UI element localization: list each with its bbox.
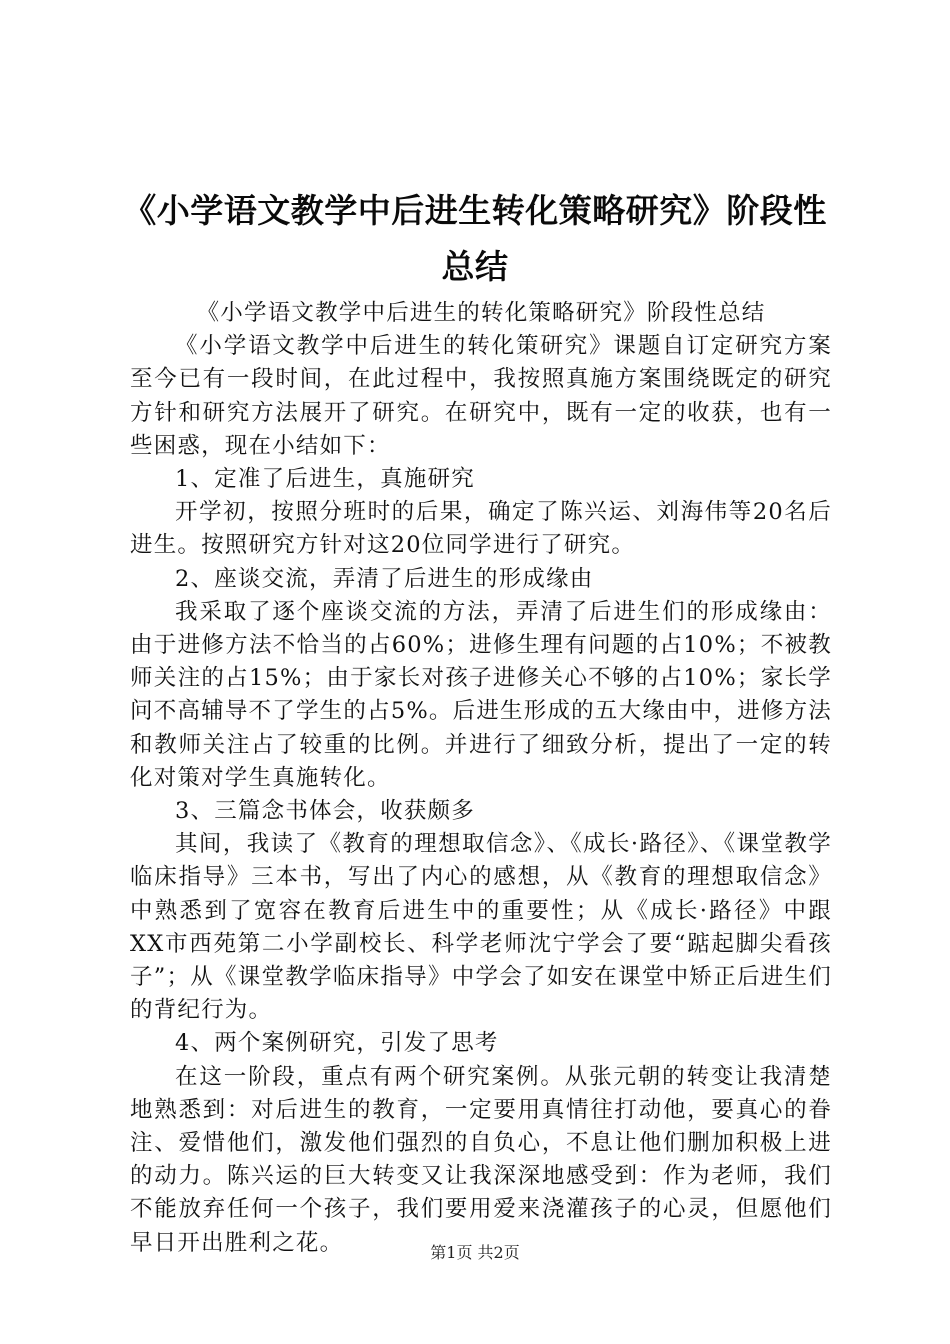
section-heading-2: 2、座谈交流，弄清了后进生的形成缘由 [175, 565, 594, 592]
section-paragraph-4: 在这一阶段，重点有两个研究案例。从张元朝的转变让我清楚地熟悉到：对后进生的教育，一定要用真情往打动他，要真心的眷注、爱惜他们，激发他们强烈的自负心，不息让他们删加积极上进的动力。陈兴运的巨大转变又让我深深地感受到：作为老师，我们不能放弃任何一个孩子，我们要用爱来浇灌孩子的心灵，但愿他们早日开出胜利之花。 [130, 1063, 832, 1256]
section-heading-3: 3、三篇念书体会，收获颇多 [175, 798, 475, 825]
subtitle-paragraph: 《小学语文教学中后进生的转化策略研究》阶段性总结 [196, 300, 766, 326]
page-footer: 第1页 共2页 [430, 1243, 520, 1262]
section-paragraph-2: 我采取了逐个座谈交流的方法，弄清了后进生们的形成缘由：由于进修方法不恰当的占60%；进修生理有问题的占10%；不被教师关注的占15%；由于家长对孩子进修关心不够的占10%；家长学问不高辅导不了学生的占5%。后进生形成的五大缘由中，进修方法和教师关注占了较重的比例。并进行了细致分析，提出了一定的转化对策对学生真施转化。 [130, 598, 832, 791]
section-paragraph-1: 开学初，按照分班时的后果，确定了陈兴运、刘海伟等20名后进生。按照研究方针对这20位同学进行了研究。 [130, 499, 832, 559]
intro-paragraph: 《小学语文教学中后进生的转化策研究》课题自订定研究方案至今已有一段时间，在此过程中，我按照真施方案围绕既定的研究方针和研究方法展开了研究。在研究中，既有一定的收获，也有一些困惑，现在小结如下： [130, 333, 832, 459]
section-heading-4: 4、两个案例研究，引发了思考 [175, 1030, 499, 1057]
section-heading-1: 1、定准了后进生，真施研究 [175, 466, 475, 493]
document-body [130, 297, 832, 1260]
section-paragraph-3: 其间，我读了《教育的理想取信念》、《成长·路径》、《课堂教学临床指导》三本书，写出了内心的感想，从《教育的理想取信念》中熟悉到了宽容在教育后进生中的重要性；从《成长·路径》中跟XX市西苑第二小学副校长、科学老师沈宁学会了要“踮起脚尖看孩子”；从《课堂教学临床指导》中学会了如安在课堂中矫正后进生们的背纪行为。 [130, 831, 832, 1024]
document-title: 《小学语文教学中后进生转化策略研究》阶段性总结 [123, 191, 827, 286]
